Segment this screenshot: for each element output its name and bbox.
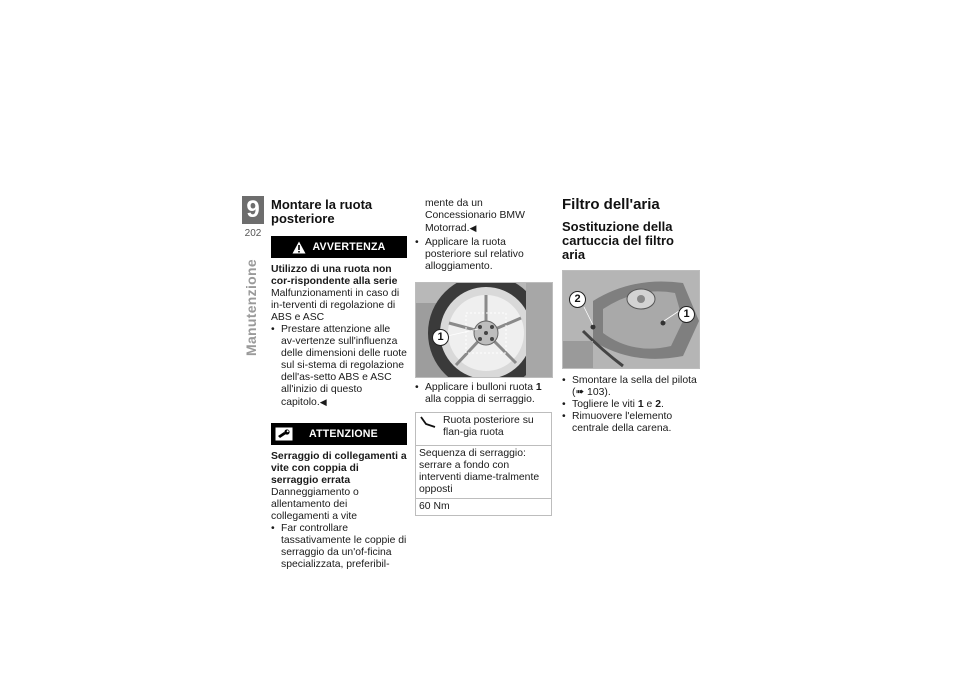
torque-spec-table xyxy=(415,412,552,516)
table-row xyxy=(416,446,552,499)
end-marker-icon: ◀ xyxy=(319,397,327,407)
list-item: • Far controllare tassativamente le coppie di serraggio da un'of-ficina specializzata, preferibil- xyxy=(271,523,407,571)
callout-1: 1 xyxy=(678,306,695,323)
mount-bullets xyxy=(415,237,552,273)
warning-text: Malfunzionamenti in caso di in-terventi di regolazione di ABS e ASC xyxy=(271,288,400,323)
table-row xyxy=(416,499,552,516)
page-number: 202 xyxy=(244,228,262,239)
spec-sequence-cell: Sequenza di serraggio: serrare a fondo con interventi diame-tralmente opposti xyxy=(416,446,552,499)
air-filter-illustration xyxy=(563,271,699,368)
section-name-vertical: Manutenzione xyxy=(243,259,259,356)
air-filter-figure xyxy=(562,270,700,369)
warning-triangle-icon xyxy=(292,241,306,254)
caution-label: ATTENZIONE xyxy=(309,428,378,440)
warning-label: AVVERTENZA xyxy=(312,241,386,253)
caution-heading: Serraggio di collegamenti a vite con coppia di serraggio errata xyxy=(271,451,407,486)
column-2 xyxy=(415,198,552,516)
warning-bullets xyxy=(271,324,407,409)
torque-wrench-icon xyxy=(419,415,437,439)
column-1 xyxy=(271,198,407,571)
rear-wheel-figure xyxy=(415,282,553,378)
subsection-title-filter-cartridge: Sostituzione della cartuccia del filtro aria xyxy=(562,219,674,262)
column-3 xyxy=(562,196,699,435)
continued-text: mente da un Concessionario BMW Motorrad.◀ xyxy=(425,198,525,234)
callout-1: 1 xyxy=(432,329,449,346)
spec-title-cell: Ruota posteriore su flan-gia ruota xyxy=(416,413,552,446)
list-item: • Applicare la ruota posteriore sul relativo alloggiamento. xyxy=(415,237,552,273)
table-row xyxy=(416,413,552,446)
list-item: • Prestare attenzione alle av-vertenze sull'influenza delle dimensioni delle ruote sul si-stema di regolazione dell'as-setto ABS e ASC all'inizio di questo capitolo.◀ xyxy=(271,324,407,409)
spec-value-cell: 60 Nm xyxy=(416,499,552,516)
page-reference-link[interactable]: (➠ 103). xyxy=(572,387,611,398)
caution-banner xyxy=(271,423,407,445)
warning-heading: Utilizzo di una ruota non cor-rispondente alla serie xyxy=(271,264,398,287)
caution-bullets xyxy=(271,523,407,571)
caution-text: Danneggiamento o allentamento dei collegamenti a vite xyxy=(271,487,359,522)
callout-2: 2 xyxy=(569,291,586,308)
warning-banner xyxy=(271,236,407,258)
list-item: • Smontare la sella del pilota (➠ 103). xyxy=(562,375,699,399)
list-item: • Togliere le viti 1 e 2. xyxy=(562,399,699,411)
end-marker-icon: ◀ xyxy=(469,223,477,233)
title-rear-wheel: Montare la ruota posteriore xyxy=(271,197,373,226)
air-filter-steps xyxy=(562,375,699,435)
chapter-number: 9 xyxy=(242,196,264,224)
wrench-caution-icon xyxy=(275,427,293,441)
list-item: • Rimuovere l'elemento centrale della carena. xyxy=(562,411,699,435)
section-title-air-filter: Filtro dell'aria xyxy=(562,196,660,213)
torque-bullets xyxy=(415,382,552,406)
list-item: • Applicare i bulloni ruota 1 alla coppia di serraggio. xyxy=(415,382,552,406)
